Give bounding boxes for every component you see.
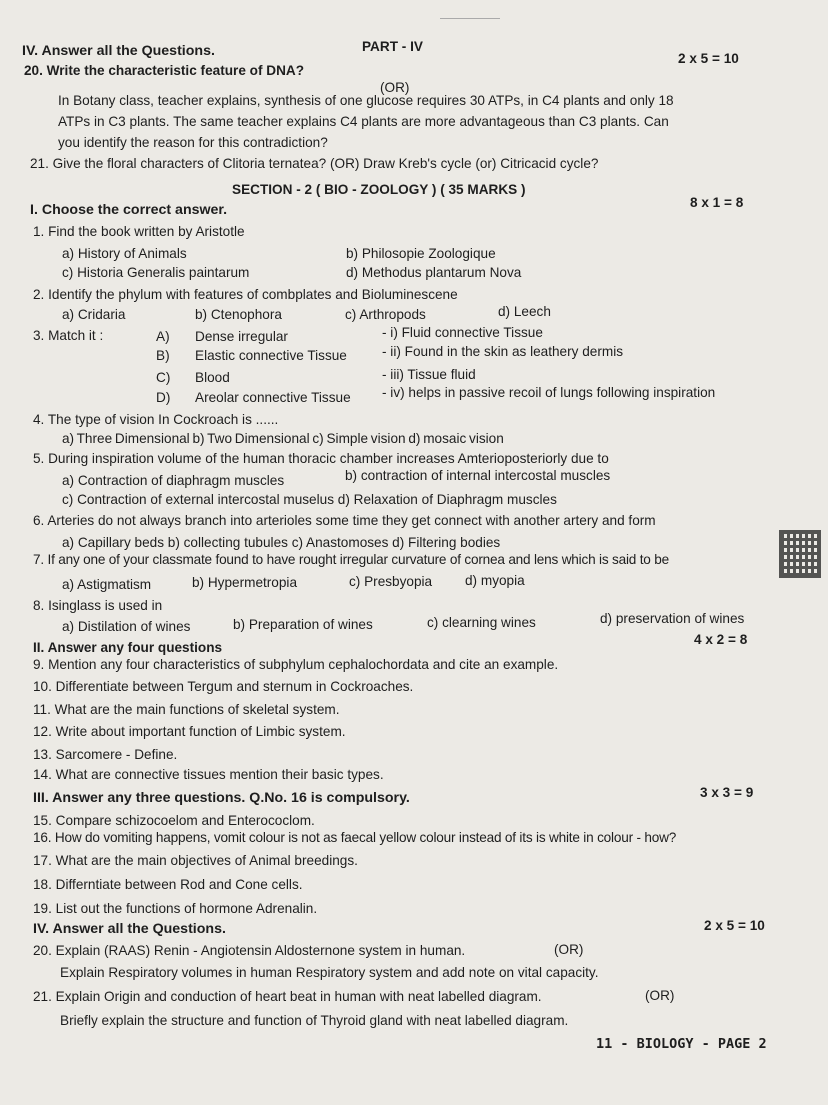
question-19: 19. List out the functions of hormone Adrenalin. xyxy=(33,901,318,916)
mcq-option: d) Leech xyxy=(498,304,551,319)
section-heading: IV. Answer all the Questions. xyxy=(22,43,215,59)
or-label: (OR) xyxy=(645,988,675,1003)
question-alt: Explain Respiratory volumes in human Respiratory system and add note on vital capacity. xyxy=(60,965,599,980)
mcq-option: c) Presbyopia xyxy=(349,574,433,589)
or-label: (OR) xyxy=(380,80,410,95)
mcq-option: a) Cridaria xyxy=(62,307,126,322)
match-key: D) xyxy=(156,390,171,405)
mcq-option: d) Methodus plantarum Nova xyxy=(346,265,522,280)
mcq-option: b) Preparation of wines xyxy=(233,617,373,632)
marks-label: 4 x 2 = 8 xyxy=(694,632,748,647)
question-12: 12. Write about important function of Limbic system. xyxy=(33,724,346,739)
part-heading: III. Answer any three questions. Q.No. 16 is compulsory. xyxy=(33,790,410,806)
scan-mark xyxy=(440,18,500,19)
mcq-question: 4. The type of vision In Cockroach is ...... xyxy=(33,412,279,427)
mcq-question: 6. Arteries do not always branch into arterioles some time they get connect with another artery and form xyxy=(33,513,656,528)
question-18: 18. Differntiate between Rod and Cone cells. xyxy=(33,877,303,892)
mcq-options: c) Contraction of external intercostal muselus d) Relaxation of Diaphragm muscles xyxy=(62,492,557,507)
marks-label: 2 x 5 = 10 xyxy=(678,51,739,66)
match-left: Blood xyxy=(195,370,230,385)
question-10: 10. Differentiate between Tergum and sternum in Cockroaches. xyxy=(33,679,414,694)
question-14: 14. What are connective tissues mention their basic types. xyxy=(33,767,384,782)
mcq-option: a) Astigmatism xyxy=(62,577,152,592)
part-heading: I. Choose the correct answer. xyxy=(30,202,228,218)
question-16: 16. How do vomiting happens, vomit colour is not as faecal yellow colour instead of its is white in colour - how? xyxy=(33,830,677,845)
question-21: 21. Give the floral characters of Clitoria ternatea? (OR) Draw Kreb's cycle (or) Citricacid cycle? xyxy=(30,156,599,171)
part-heading: IV. Answer all the Questions. xyxy=(33,921,226,937)
mcq-option: d) preservation of wines xyxy=(600,611,745,626)
mcq-option: b) contraction of internal intercostal muscles xyxy=(345,468,611,483)
match-left: Areolar connective Tissue xyxy=(195,390,351,405)
mcq-question: 5. During inspiration volume of the human thoracic chamber increases Amterioposteriorly due to xyxy=(33,451,609,466)
question-text: ATPs in C3 plants. The same teacher explains C4 plants are more advantageous than C3 plants. Can xyxy=(58,114,669,129)
part-heading: II. Answer any four questions xyxy=(33,640,223,655)
question-11: 11. What are the main functions of skeletal system. xyxy=(33,702,340,717)
marks-label: 8 x 1 = 8 xyxy=(690,195,744,210)
match-left: Elastic connective Tissue xyxy=(195,348,347,363)
mcq-option: a) Distilation of wines xyxy=(62,619,191,634)
mcq-question: 1. Find the book written by Aristotle xyxy=(33,224,245,239)
or-label: (OR) xyxy=(554,942,584,957)
mcq-question: 2. Identify the phylum with features of combplates and Bioluminescene xyxy=(33,287,458,302)
marks-label: 2 x 5 = 10 xyxy=(704,918,765,933)
mcq-option: a) Contraction of diaphragm muscles xyxy=(62,473,285,488)
question-text: In Botany class, teacher explains, synthesis of one glucose requires 30 ATPs, in C4 plants and only 18 xyxy=(58,93,674,108)
mcq-question: 8. Isinglass is used in xyxy=(33,598,163,613)
match-right: - i) Fluid connective Tissue xyxy=(382,325,543,340)
mcq-option: a) History of Animals xyxy=(62,246,187,261)
question-21: 21. Explain Origin and conduction of heart beat in human with neat labelled diagram. xyxy=(33,989,542,1004)
question-20: 20. Explain (RAAS) Renin - Angiotensin Aldosternone system in human. xyxy=(33,943,466,958)
question-9: 9. Mention any four characteristics of subphylum cephalochordata and cite an example. xyxy=(33,657,559,672)
question-17: 17. What are the main objectives of Animal breedings. xyxy=(33,853,358,868)
match-right: - iii) Tissue fluid xyxy=(382,367,476,382)
qr-code-icon xyxy=(779,530,821,578)
match-right: - iv) helps in passive recoil of lungs following inspiration xyxy=(382,385,716,400)
part-label: PART - IV xyxy=(362,39,423,54)
match-key: C) xyxy=(156,370,171,385)
match-left: Dense irregular xyxy=(195,329,288,344)
section-title: SECTION - 2 ( BIO - ZOOLOGY ) ( 35 MARKS ) xyxy=(232,182,526,197)
match-key: B) xyxy=(156,348,170,363)
mcq-options: a) Three Dimensional b) Two Dimensional c) Simple vision d) mosaic vision xyxy=(62,431,504,446)
question-text: you identify the reason for this contradiction? xyxy=(58,135,328,150)
mcq-option: c) clearning wines xyxy=(427,615,536,630)
mcq-options: a) Capillary beds b) collecting tubules c) Anastomoses d) Filtering bodies xyxy=(62,535,501,550)
mcq-option: b) Hypermetropia xyxy=(192,575,298,590)
mcq-option: c) Historia Generalis paintarum xyxy=(62,265,250,280)
marks-label: 3 x 3 = 9 xyxy=(700,785,754,800)
question-alt: Briefly explain the structure and function of Thyroid gland with neat labelled diagram. xyxy=(60,1013,569,1028)
page-footer: 11 - BIOLOGY - PAGE 2 xyxy=(596,1036,767,1052)
question-13: 13. Sarcomere - Define. xyxy=(33,747,178,762)
question-15: 15. Compare schizocoelom and Enterococlom. xyxy=(33,813,315,828)
question-20: 20. Write the characteristic feature of DNA? xyxy=(24,63,305,78)
mcq-option: d) myopia xyxy=(465,573,525,588)
match-right: - ii) Found in the skin as leathery dermis xyxy=(382,344,624,359)
mcq-option: b) Ctenophora xyxy=(195,307,282,322)
mcq-option: c) Arthropods xyxy=(345,307,426,322)
match-key: A) xyxy=(156,329,170,344)
mcq-question: 7. If any one of your classmate found to have rought irregular curvature of cornea and lens which is said to be xyxy=(33,552,669,567)
mcq-question: 3. Match it : xyxy=(33,328,104,343)
mcq-option: b) Philosopie Zoologique xyxy=(346,246,496,261)
